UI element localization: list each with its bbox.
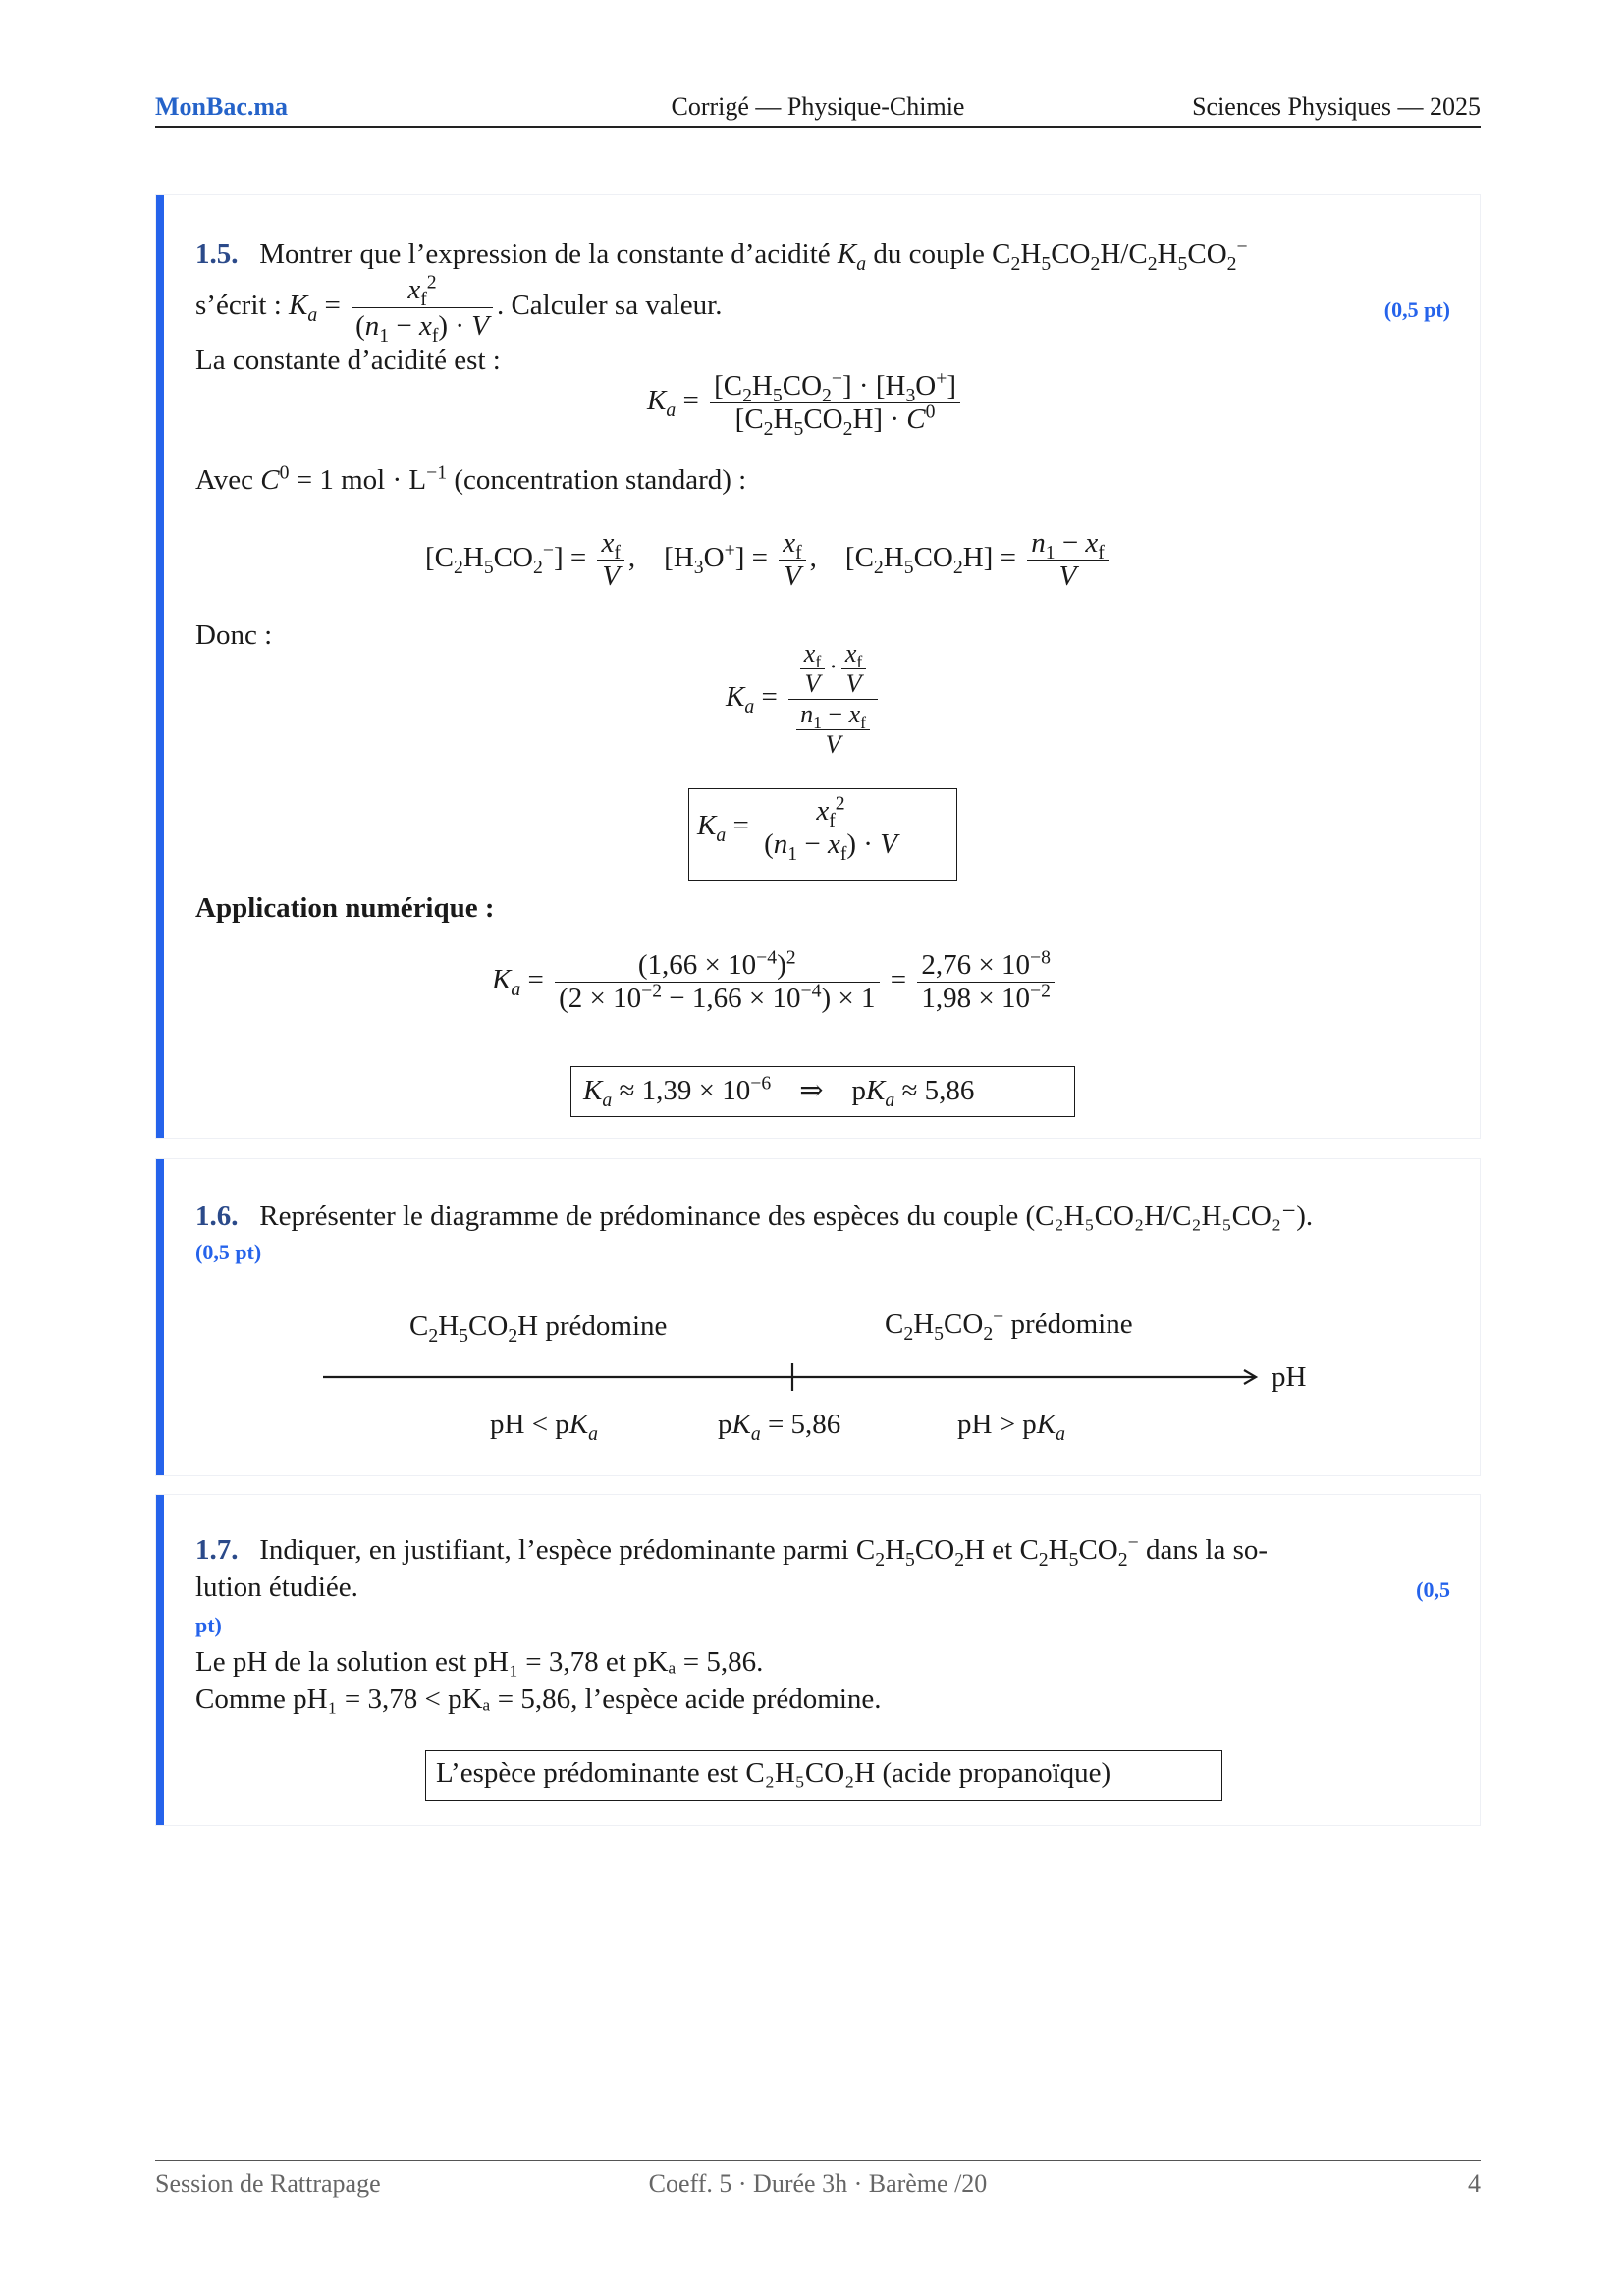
acid-label-text: prédomine [545, 1310, 668, 1342]
ka-boxed-formula: $K_a$ = $\frac{x_f^2}{(n_1 - x_f) \cdot V}$ [688, 788, 957, 881]
ka-definition-formula: $K_a$ = $\frac{[C_2H_5CO_2^-] \cdot [H_3O^+]}{[C_2H_5CO_2H] \cdot C^0}$ [647, 370, 964, 436]
page-number: 4 [1468, 2169, 1481, 2198]
points-badge: (0,5 [1416, 1577, 1450, 1602]
accent-bar [156, 1495, 164, 1825]
accent-bar [156, 195, 164, 1138]
footer-rule [155, 2160, 1481, 2161]
exam-info: Coeff. 5 · Durée 3h · Barème /20 [648, 2169, 988, 2198]
ka-numeric-formula: $K_a$ = $\frac{(1,66 \times 10^{-4})^2}{(2 \times 10^{-2} - 1,66 \times 10^{-4}) \times 1}$ = $\frac{2,76 \times 10^{-8}}{1,98 \times 10^{-2}}$ [492, 949, 1058, 1015]
base-condition-text: pH > p [957, 1409, 1037, 1440]
page-header [155, 92, 1481, 128]
q17-statement-line2: lution étudiée. [195, 1572, 358, 1603]
question-number: 1.6. [195, 1201, 239, 1232]
site-name[interactable]: MonBac.ma [155, 92, 289, 121]
document-title: Corrigé — Physique-Chimie [671, 92, 965, 121]
session-label: Session de Rattrapage [155, 2169, 381, 2198]
acid-predominance-label: $C_2H_5CO_2H$ prédomine [409, 1310, 668, 1347]
q15-intro: Montrer que l’expression de la constante d’acidité [259, 239, 831, 270]
accent-bar [156, 1159, 164, 1475]
pka-result-value: 5,86 [924, 1075, 975, 1106]
ph-axis-label: pH [1272, 1362, 1307, 1393]
q15-avec-post: (concentration standard) : [454, 464, 747, 496]
q15-couple-label: du couple [873, 239, 985, 270]
base-predominance-label: $C_2H_5CO_2^-$ prédomine [885, 1306, 1133, 1345]
base-label-text: prédomine [1010, 1308, 1133, 1340]
q15-ecrit: s’écrit : [195, 290, 282, 322]
pka-marker-prefix: p [718, 1409, 732, 1440]
acid-condition-text: pH < p [490, 1409, 569, 1440]
question-number: 1.5. [195, 239, 239, 270]
q17-statement: 1.7. Indiquer, en justifiant, l’espèce prédominante parmi $C_2H_5CO_2H$ et $C_2H_5CO_2^-$ dans la so- [195, 1531, 1269, 1571]
acid-condition: pH < $pK_a$ [490, 1409, 599, 1445]
ka-nested-formula: $K_a$ = $\frac{x_f}{V}$ · $\frac{x_f}{V}$ $\frac{n_1 - x_f}{V}$ [726, 639, 882, 760]
q15-calc: . Calculer sa valeur. [496, 290, 723, 322]
application-numerique-heading: Application numérique : [195, 892, 495, 924]
base-condition: pH > $pK_a$ [957, 1409, 1066, 1445]
points-badge-continued: pt) [195, 1613, 222, 1637]
q17-comparison-line: Comme pH₁ = 3,78 < pKₐ = 5,86, l’espèce acide prédomine. [195, 1683, 882, 1715]
conclusion-text: L’espèce prédominante est C₂H₅CO₂H (acide propanoïque) [436, 1757, 1111, 1789]
points-badge: (0,5 pt) [1383, 297, 1450, 322]
q15-donc: Donc : [195, 619, 273, 651]
q15-constante-line: La constante d’acidité est : [195, 345, 501, 376]
points-badge: (0,5 pt) [195, 1240, 262, 1264]
subject-year: Sciences Physiques — 2025 [1192, 92, 1481, 121]
question-1-7-box [155, 1494, 1481, 1826]
pka-marker-label: $pK_a = 5,86$ [718, 1409, 841, 1445]
q16-text: Représenter le diagramme de prédominance des espèces du couple (C₂H₅CO₂H/C₂H₅CO₂⁻). [259, 1201, 1314, 1232]
ka-result-value: 1,39 × 10 [641, 1075, 751, 1106]
question-number: 1.7. [195, 1534, 239, 1566]
q15-statement: 1.5. Montrer que l’expression de la constante d’acidité $K_a$ du couple $C_2H_5CO_2H/C_2H_5CO_2^-$ [195, 236, 1248, 275]
q15-avec-line: Avec $C^0 = 1$ mol · $L^{-1}$ (concentration standard) : [195, 461, 747, 496]
q17-line1-post: dans la so- [1146, 1534, 1269, 1566]
ka-fraction-inline: $\frac{x_f^2}{(n_1 - x_f) \cdot V}$ [352, 272, 493, 344]
header-rule [155, 126, 1481, 128]
question-1-6-box [155, 1158, 1481, 1476]
q17-ph-line: Le pH de la solution est pH₁ = 3,78 et pKₐ = 5,86. [195, 1646, 764, 1678]
q15-statement-line2: s’écrit : $K_a$ = $\frac{x_f^2}{(n_1 - x_f) \cdot V}$ . Calculer sa valeur. [195, 271, 723, 347]
conclusion-box [425, 1750, 1222, 1801]
q15-avec-pre: Avec [195, 464, 254, 496]
q17-line1-mid: et [992, 1534, 1013, 1566]
pka-marker-value: = 5,86 [767, 1409, 841, 1440]
q16-statement [195, 1199, 1313, 1234]
q17-line1-pre: Indiquer, en justifiant, l’espèce prédominante parmi [259, 1534, 849, 1566]
concentrations-formula: $[C_2H_5CO_2^-]$ = $\frac{x_f}{V}$ , $[H_3O^+]$ = $\frac{x_f}{V}$ , $[C_2H_5CO_2H]$ = $\frac{n_1 - x_f}{V}$ [425, 527, 1112, 593]
ka-result-box: $K_a \approx 1,39 \times 10^{-6}$ ⇒ $pK_a \approx 5,86$ [570, 1066, 1075, 1117]
question-1-5-box [155, 194, 1481, 1139]
